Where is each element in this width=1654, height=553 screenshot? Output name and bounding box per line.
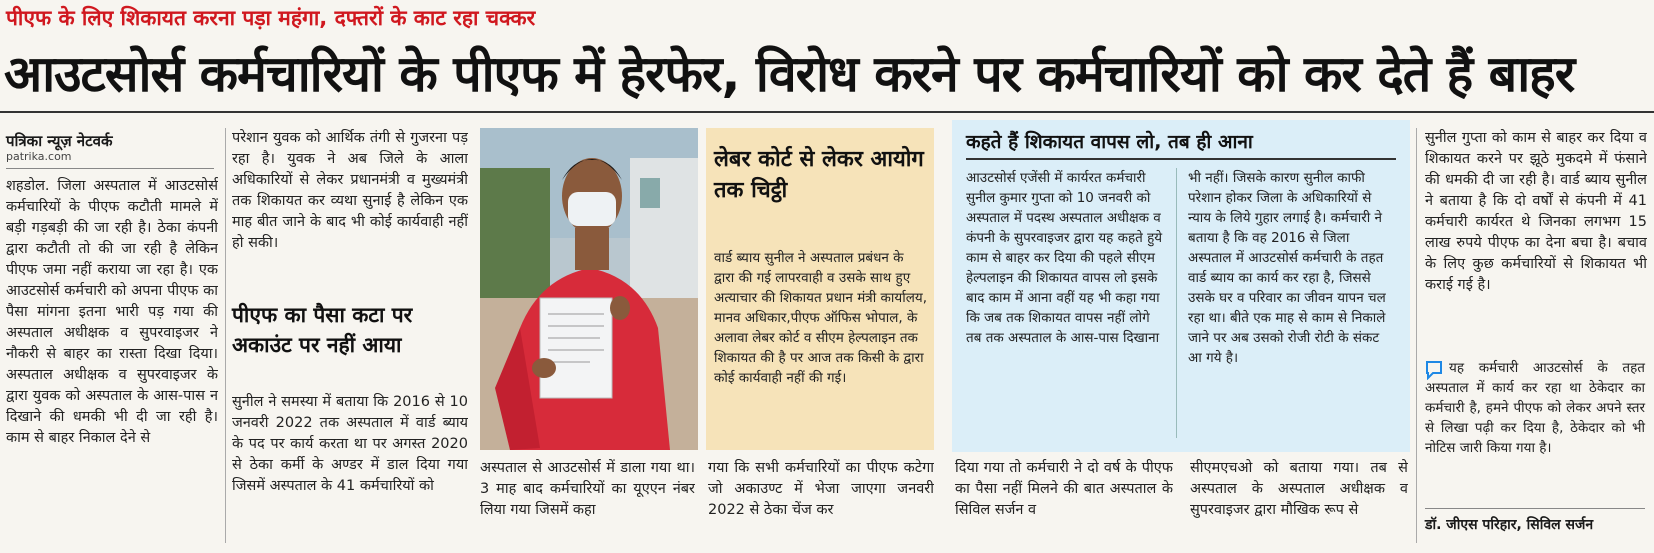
quote-text: यह कर्मचारी आउटसोर्स के तहत अस्पताल में कार्य कर रहा था ठेकेदार का कर्मचारी है, हमने पीएफ को लेकर अपने स्तर से लिखा पढ़ी कर दिया है, ठेकेदार को भी नोटिस जारी किया गया है। <box>1425 360 1645 456</box>
sidebar-yellow-body: वार्ड ब्याय सुनील ने अस्पताल प्रबंधन के द्वारा की गई लापरवाही व उसके साथ हुए अत्याचार की शिकायत प्रधान मंत्री कार्यालय, मानव अधिकार,पीएफ ऑफिस भोपाल, के अलावा लेबर कोर्ट व सीएम हेल्पलाइन तक शिकायत की है पर आज तक किसी के द्वारा कोई कार्यवाही नहीं की गई। <box>714 250 927 386</box>
article-column-last: सुनील गुप्ता को काम से बाहर कर दिया व शिकायत करने पर झूठे मुकदमे में फंसाने की धमकी दी जा रही है। वार्ड ब्याय सुनील ने बताया है कि दो वर्षों से कंपनी में 41 कर्मचारी कार्यरत थे जिनका लगभग 15 लाख रुपये पीएफ का देना बचा है। बचाव के लिए कुछ कर्मचारियों से शिकायत भी कराई गई है। <box>1425 130 1647 293</box>
article-column-1: शहडोल. जिला अस्पताल में आउटसोर्स कर्मचारियों के पीएफ कटौती मामले में बड़ी गड़बड़ी की जा रही है। ठेका कंपनी द्वारा कटौती तो की जा रही है लेकिन पीएफ जमा नहीं कराया जा रहा है। एक आउटसोर्स कर्मचारी को अपना पीएफ का पैसा मांगना इतना भारी पड़ गया की अस्पताल अधीक्षक व सुपरवाइजर ने नौकरी से बाहर का रास्ता दिखा दिया। अस्पताल अधीक्षक व सुपरवाइजर के द्वारा युवक को अस्पताल के आस-पास न दिखाने की धमकी भी दी जा रही है। काम से बाहर निकाल देने से <box>6 178 218 446</box>
headline-rule <box>0 111 1654 113</box>
column-2-subhead: पीएफ का पैसा कटा पर अकाउंट पर नहीं आया <box>232 303 413 357</box>
article-column-2-body: सुनील ने समस्या में बताया कि 2016 से 10 जनवरी 2022 तक अस्पताल में वार्ड ब्याय के पद पर कार्य करता था पर अगस्त 2020 से ठेका कर्मी के अण्डर में डाल दिया गया जिसमें अस्पताल के 41 कर्मचारियों को <box>232 394 468 494</box>
sidebar-blue-column-1: आउटसोर्स एजेंसी में कार्यरत कर्मचारी सुनील कुमार गुप्ता को 10 जनवरी को अस्पताल में पदस्थ अस्पताल अधीक्षक व कंपनी के सुपरवाइजर द्वारा यह कहते हुये काम से बाहर कर दिया की पहले सीएम हेल्पलाइन की शिकायत वापस लो इसके बाद काम में आना वहीं यह भी कहा गया कि जब तक शिकायत वापस नहीं लोगे तब तक अस्पताल के आस-पास दिखाना <box>966 170 1163 346</box>
kicker-headline: पीएफ के लिए शिकायत करना पड़ा महंगा, दफ्तरों के काट रहा चक्कर <box>6 6 536 30</box>
article-column-2-top: परेशान युवक को आर्थिक तंगी से गुजरना पड़ रहा है। युवक ने अब जिले के आला अधिकारियों से लेकर प्रधानमंत्री व मुख्यमंत्री तक शिकायत कर व्यथा सुनाई है लेकिन एक माह बीत जाने के बाद भी कोई कार्यवाही नहीं हो सकी। <box>232 130 468 251</box>
column-divider <box>225 128 226 543</box>
article-bottom-c: दिया गया तो कर्मचारी ने दो वर्ष के पीएफ का पैसा नहीं मिलने की बात अस्पताल के सिविल सर्जन व <box>955 460 1173 518</box>
article-bottom-a: अस्पताल से आउटसोर्स में डाला गया था। 3 माह बाद कर्मचारियों का यूएएन नंबर लिया गया जिसमें कहा <box>480 460 695 518</box>
sidebar-blue-rule <box>966 158 1396 160</box>
sidebar-yellow-heading: लेबर कोर्ट से लेकर आयोग तक चिट्ठी <box>714 147 924 203</box>
sidebar-blue-column-2: भी नहीं। जिसके कारण सुनील काफी परेशान होकर जिला के अधिकारियों से न्याय के लिये गुहार लगाई है। कर्मचारी ने बताया है कि वह 2016 से जिला अस्पताल में आउटसोर्स कर्मचारी के तहत वार्ड ब्याय का कार्य कर रहा है, जिससे उसके घर व परिवार का जीवन यापन चल रहा था। बीते एक माह से काम से निकाले जाने पर अब उसको रोजी रोटी के संकट आ गये है। <box>1188 170 1386 366</box>
sidebar-yellow-box <box>706 128 934 450</box>
column-divider-right <box>1416 128 1417 543</box>
byline-name: पत्रिका न्यूज़ नेटवर्क <box>6 132 113 150</box>
byline-site: patrika.com <box>6 150 72 163</box>
article-bottom-b: गया कि सभी कर्मचारियों का पीएफ कटेगा जो अकाउण्ट में भेजा जाएगा जनवरी 2022 से ठेका चेंज कर <box>708 460 934 518</box>
photo-man-holding-letter <box>480 128 698 450</box>
quote-attribution: डॉ. जीएस परिहार, सिविल सर्जन <box>1425 517 1594 533</box>
main-headline: आउटसोर्स कर्मचारियों के पीएफ में हेरफेर, विरोध करने पर कर्मचारियों को कर देते हैं बाहर <box>4 45 1575 103</box>
sidebar-blue-heading: कहते हैं शिकायत वापस लो, तब ही आना <box>966 131 1253 153</box>
sidebar-blue-divider <box>1176 168 1177 438</box>
article-bottom-d: सीएमएचओ को बताया गया। तब से अस्पताल के अस्पताल अधीक्षक व सुपरवाइजर द्वारा मौखिक रूप से <box>1190 460 1408 518</box>
sidebar-blue-box <box>952 120 1410 452</box>
quote-divider <box>1425 508 1645 509</box>
byline-divider <box>6 168 214 169</box>
